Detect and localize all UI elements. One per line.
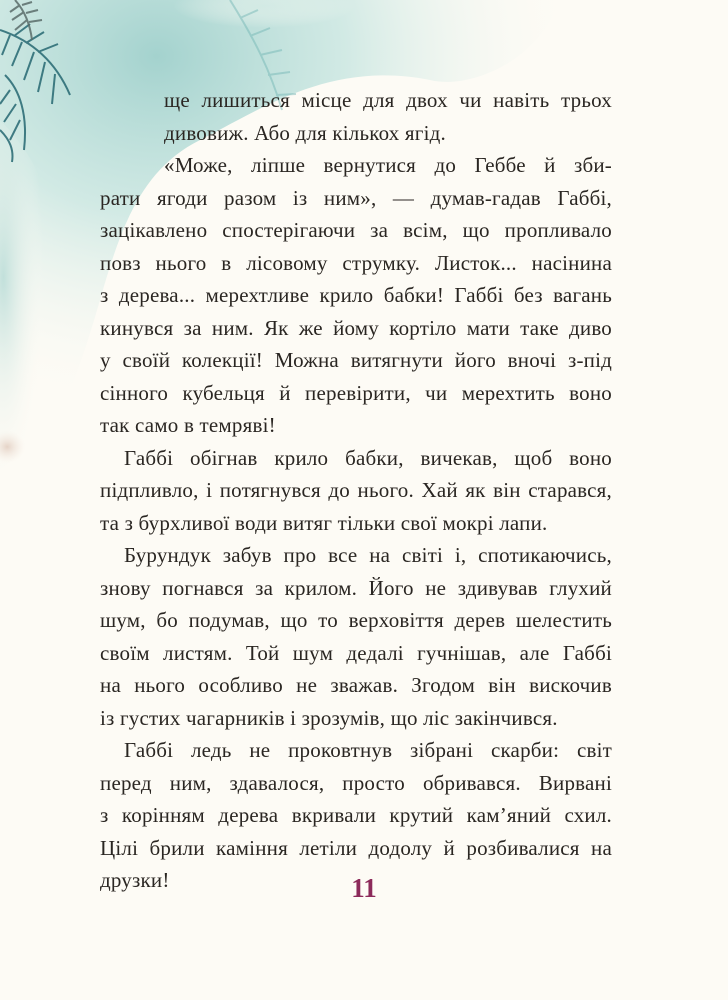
text-line: шум, бо подумав, що то верховіття дерев шелестить [100, 608, 612, 632]
text-line: сінного кубельця й перевірити, чи мерехтить воно [100, 380, 612, 405]
text-line: рати ягоди разом із ним», — думав-гадав Габбі, [100, 185, 612, 210]
text-line: та з бурхливої води витяг тільки свої мокрі лапи. [100, 510, 548, 535]
text-line: дивовиж. Або для кількох ягід. [164, 120, 446, 145]
text-line: повз нього в лісовому струмку. Листок... насінина [100, 250, 612, 275]
text-line: у своїй колекції! Можна витягнути його вночі з-під [100, 348, 612, 372]
text-line: Габбі ледь не проковтнув зібрані скарби: світ [124, 738, 612, 762]
text-line: з корінням дерева вкривали крутий кам’яний схил. [100, 803, 612, 827]
page-number: 11 [351, 873, 377, 903]
text-line: перед ним, здавалося, просто обривався. Вирвані [100, 770, 612, 795]
text-line: на нього особливо не зважав. Згодом він вискочив [100, 673, 612, 697]
text-line: кинувся за ним. Як же йому кортіло мати таке диво [100, 315, 612, 340]
text-line: із густих чагарників і зрозумів, що ліс закінчився. [100, 705, 558, 730]
text-line: друзки! [100, 868, 170, 892]
text-line: Габбі обігнав крило бабки, вичекав, щоб воно [124, 445, 612, 470]
text-line: «Може, ліпше вернутися до Геббе й зби- [164, 153, 612, 177]
text-line: знову погнався за крилом. Його не здивував глухий [100, 575, 612, 600]
text-line: Цілі брили каміння летіли додолу й розбивалися на [100, 835, 612, 860]
text-line: так само в темряві! [100, 413, 276, 437]
body-text [100, 84, 612, 897]
text-line: Бурундук забув про все на світі і, спотикаючись, [124, 543, 612, 567]
text-line: своїм листям. Той шум дедалі гучнішав, але Габбі [100, 640, 612, 665]
text-line: з дерева... мерехтливе крило бабки! Габбі без вагань [100, 283, 612, 307]
text-line: ще лишиться місце для двох чи навіть трьох [164, 88, 612, 112]
text-line: підпливло, і потягнувся до нього. Хай як він старався, [100, 478, 612, 502]
text-line: зацікавлено спостерігаючи за всім, що пропливало [100, 218, 612, 242]
